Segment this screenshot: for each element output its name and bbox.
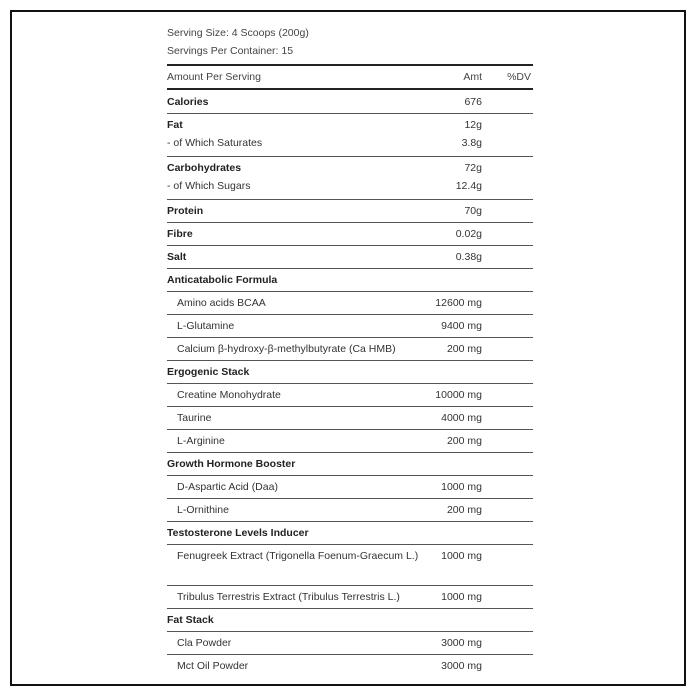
nutrient-label: Carbohydrates xyxy=(167,162,242,174)
nutrient-label: Fat xyxy=(167,119,183,131)
nutrient-label: Fibre xyxy=(167,228,193,240)
sub-nutrient-amount: 3.8g xyxy=(461,137,482,149)
ingredient-row xyxy=(167,586,533,609)
ingredient-label: Calcium β-hydroxy-β-methylbutyrate (Ca HMB) xyxy=(177,343,396,355)
nutrient-amount: 70g xyxy=(464,205,482,217)
nutrient-amount: 12g xyxy=(464,119,482,131)
ingredient-label: Taurine xyxy=(177,412,212,424)
ingredient-amount: 1000 mg xyxy=(441,550,482,562)
ingredient-amount: 9400 mg xyxy=(441,320,482,332)
ingredient-row xyxy=(167,315,533,338)
sub-nutrient-label: - of Which Sugars xyxy=(167,180,251,192)
ingredient-row xyxy=(167,338,533,361)
ingredient-row xyxy=(167,632,533,655)
nutrient-row-carbohydrates xyxy=(167,157,533,200)
section-title-anticatabolic xyxy=(167,269,533,292)
table-header xyxy=(167,64,533,90)
ingredient-amount: 3000 mg xyxy=(441,637,482,649)
section-title-fat-stack xyxy=(167,609,533,632)
section-title: Growth Hormone Booster xyxy=(167,458,296,470)
ingredient-label: Amino acids BCAA xyxy=(177,297,266,309)
ingredient-row xyxy=(167,430,533,453)
section-title: Fat Stack xyxy=(167,614,214,626)
ingredient-row xyxy=(167,655,533,677)
nutrient-amount: 0.02g xyxy=(455,228,482,240)
ingredient-label: L-Arginine xyxy=(177,435,225,447)
nutrient-row-calories xyxy=(167,90,533,114)
ingredient-row xyxy=(167,499,533,522)
section-title-ergogenic xyxy=(167,361,533,384)
nutrient-row-fibre xyxy=(167,223,533,246)
ingredient-amount: 200 mg xyxy=(446,435,482,447)
nutrient-row-salt xyxy=(167,246,533,269)
serving-size: Serving Size: 4 Scoops (200g) xyxy=(167,27,309,39)
section-title: Testosterone Levels Inducer xyxy=(167,527,309,539)
section-title: Anticatabolic Formula xyxy=(167,274,278,286)
section-title: Ergogenic Stack xyxy=(167,366,250,378)
ingredient-amount: 200 mg xyxy=(446,343,482,355)
ingredient-amount: 12600 mg xyxy=(435,297,482,309)
ingredient-label: Mct Oil Powder xyxy=(177,660,249,672)
ingredient-amount: 10000 mg xyxy=(435,389,482,401)
ingredient-label: L-Glutamine xyxy=(177,320,235,332)
ingredient-amount: 1000 mg xyxy=(441,591,482,603)
nutrient-label: Protein xyxy=(167,205,204,217)
ingredient-label: Tribulus Terrestris Extract (Tribulus Terrestris L.) xyxy=(177,591,400,603)
header-dv: %DV xyxy=(507,71,531,83)
ingredient-label: Creatine Monohydrate xyxy=(177,389,281,401)
ingredient-amount: 3000 mg xyxy=(441,660,482,672)
nutrition-facts-panel xyxy=(167,24,533,677)
header-amt: Amt xyxy=(463,71,482,83)
ingredient-row xyxy=(167,384,533,407)
header-amount-per-serving: Amount Per Serving xyxy=(167,71,261,83)
nutrient-label: Calories xyxy=(167,96,209,108)
section-title-growth-hormone xyxy=(167,453,533,476)
ingredient-label: L-Ornithine xyxy=(177,504,229,516)
ingredient-label: Cla Powder xyxy=(177,637,232,649)
ingredient-label: Fenugreek Extract (Trigonella Foenum-Graecum L.) xyxy=(177,550,419,562)
ingredient-row xyxy=(167,292,533,315)
ingredient-amount: 4000 mg xyxy=(441,412,482,424)
nutrient-amount: 0.38g xyxy=(455,251,482,263)
sub-nutrient-label: - of Which Saturates xyxy=(167,137,263,149)
sub-nutrient-amount: 12.4g xyxy=(455,180,482,192)
ingredient-amount: 1000 mg xyxy=(441,481,482,493)
ingredient-row xyxy=(167,476,533,499)
nutrient-amount: 676 xyxy=(464,96,482,108)
nutrient-row-fat xyxy=(167,114,533,157)
ingredient-row xyxy=(167,545,533,586)
ingredient-label: D-Aspartic Acid (Daa) xyxy=(177,481,278,493)
nutrient-row-protein xyxy=(167,200,533,223)
nutrient-label: Salt xyxy=(167,251,187,263)
nutrient-amount: 72g xyxy=(464,162,482,174)
ingredient-amount: 200 mg xyxy=(446,504,482,516)
ingredient-row xyxy=(167,407,533,430)
section-title-testosterone xyxy=(167,522,533,545)
servings-per-container: Servings Per Container: 15 xyxy=(167,45,294,57)
